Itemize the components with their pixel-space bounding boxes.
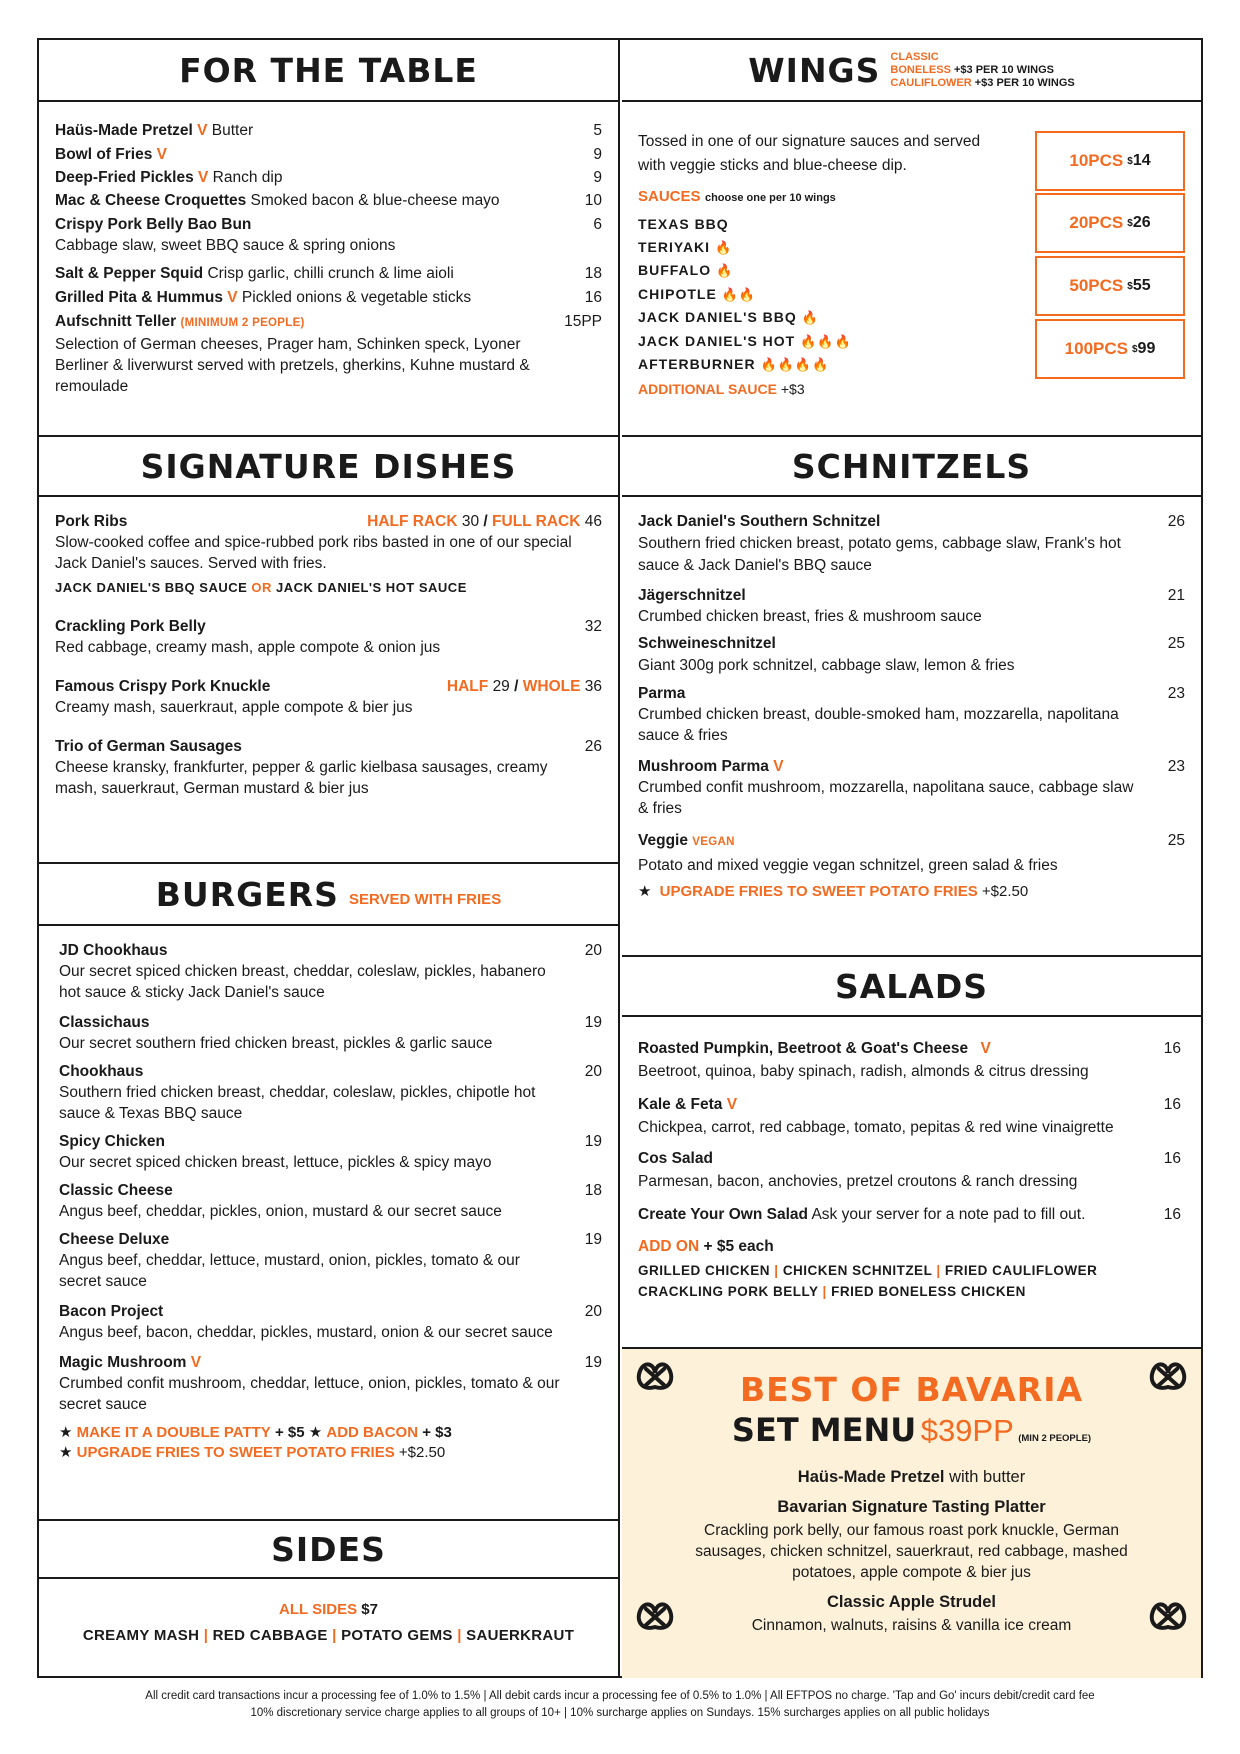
item-name: Classic Apple Strudel [826, 1593, 997, 1611]
signature-items [39, 497, 618, 799]
separator: | [822, 1284, 827, 1299]
addon-item: FRIED BONELESS CHICKEN [831, 1284, 1026, 1299]
item-name: Create Your Own Salad [638, 1206, 808, 1223]
menu-item [59, 1180, 602, 1222]
item-row [55, 676, 602, 697]
set-menu-minimum: (MIN 2 PEOPLE) [1018, 1433, 1092, 1444]
wing-pack-20 [1035, 193, 1185, 253]
item-price-options [447, 676, 602, 697]
item-name: Roasted Pumpkin, Beetroot & Goat's Cheese [638, 1040, 969, 1057]
item-price: 5 [593, 122, 602, 139]
extras-line [59, 1423, 602, 1443]
vegetarian-tag: V [198, 169, 209, 186]
vegetarian-tag: V [197, 122, 208, 139]
item-name: Kale & Feta [638, 1096, 723, 1113]
menu-item [638, 683, 1185, 746]
section-title: SCHNITZELS [791, 446, 1032, 486]
item-name: Schweineschnitzel [638, 635, 776, 652]
sauce-name: TEXAS BBQ [638, 216, 729, 232]
pretzel-icon [634, 1597, 676, 1639]
burger-extras [59, 1423, 602, 1463]
menu-item [55, 190, 602, 214]
item-name: JD Chookhaus [59, 942, 168, 959]
item-name: Deep-Fried Pickles [55, 169, 194, 186]
item-price: 19 [584, 1231, 602, 1248]
menu-frame [37, 38, 1203, 1678]
addon-item: GRILLED CHICKEN [638, 1263, 770, 1278]
item-desc: Southern fried chicken breast, potato gems, cabbage slaw, Frank's hot sauce & Jack Daniel's BBQ sauce [638, 535, 1121, 574]
item-name: Bacon Project [59, 1303, 164, 1320]
item-desc: Butter [211, 122, 254, 139]
upgrade-label: UPGRADE FRIES TO SWEET POTATO FRIES [76, 1444, 395, 1461]
item-desc: with butter [949, 1468, 1026, 1486]
full-rack-label: FULL RACK [492, 513, 581, 530]
section-burgers [39, 862, 618, 1463]
item-price: 23 [1167, 685, 1185, 702]
item-name: Spicy Chicken [59, 1133, 165, 1150]
section-wings [622, 40, 1201, 435]
item-desc: Smoked bacon & blue-cheese mayo [250, 192, 500, 209]
sides-list [39, 1623, 618, 1649]
section-title: FOR THE TABLE [179, 50, 478, 90]
section-title: SALADS [834, 966, 989, 1006]
star-icon: ★ [638, 883, 652, 900]
pack-price: 99 [1137, 340, 1156, 357]
pack-price: 26 [1132, 214, 1151, 231]
half-rack-price: 30 [461, 513, 480, 530]
item-price: 26 [584, 738, 602, 755]
side-item: RED CABBAGE [212, 1627, 328, 1644]
item-price: 19 [584, 1133, 602, 1150]
sauce-choice [55, 577, 602, 598]
item-name: Mac & Cheese Croquettes [55, 192, 247, 209]
sauce-option-bbq: JACK DANIEL'S BBQ SAUCE [55, 580, 248, 595]
bavaria-title: BEST OF BAVARIA [739, 1370, 1084, 1409]
menu-item [638, 585, 1185, 627]
item-price: 15PP [564, 313, 602, 330]
section-for-the-table [39, 40, 618, 397]
item-name: Bavarian Signature Tasting Platter [777, 1498, 1046, 1516]
add-bacon-price: $3 [435, 1424, 452, 1441]
item-price: 10 [584, 192, 602, 209]
upgrade-price: +$2.50 [398, 1444, 446, 1461]
item-name: Jägerschnitzel [638, 587, 746, 604]
item-name: Veggie [638, 832, 688, 849]
bavaria-content [622, 1349, 1201, 1636]
menu-item [55, 311, 602, 397]
pack-price: 55 [1132, 277, 1151, 294]
side-item: SAUERKRAUT [466, 1627, 575, 1644]
sauce-name: JACK DANIEL'S HOT [638, 332, 796, 349]
sauce-list [638, 213, 852, 401]
burger-items [39, 926, 618, 1463]
item-name: Aufschnitt Teller [55, 313, 177, 330]
item-name: Salt & Pepper Squid [55, 265, 204, 282]
half-label: HALF [446, 678, 489, 695]
separator: | [332, 1627, 337, 1644]
half-price: 29 [492, 678, 510, 695]
footer-line: All credit card transactions incur a processing fee of 1.0% to 1.5% | All debit cards incur a processing fee of 0.5% to 1.0% | All EFTPOS no charge. 'Tap and Go' incurs debit/credit card fee [145, 1690, 1095, 1702]
vegetarian-tag: V [156, 146, 167, 163]
wing-pack-100 [1035, 319, 1185, 379]
item-price: 16 [1163, 1040, 1181, 1057]
item-price: 19 [584, 1354, 602, 1371]
item-name: Classic Cheese [59, 1182, 173, 1199]
item-price: 9 [593, 169, 602, 186]
item-price: 6 [593, 216, 602, 233]
item-name: Classichaus [59, 1014, 150, 1031]
star-icon: ★ [59, 1424, 73, 1441]
item-name: Magic Mushroom [59, 1354, 187, 1371]
item-price: 26 [1167, 513, 1185, 530]
menu-item [59, 940, 602, 1003]
item-name: Crispy Pork Belly Bao Bun [55, 216, 252, 233]
sauces-label: SAUCES [638, 188, 701, 205]
salad-addons [638, 1260, 1181, 1302]
item-desc: Beetroot, quinoa, baby spinach, radish, almonds & citrus dressing [638, 1063, 1089, 1080]
section-header [622, 435, 1201, 497]
item-name: Pork Ribs [55, 513, 128, 530]
item-name: Mushroom Parma [638, 758, 769, 775]
section-salads [622, 955, 1201, 1302]
schnitzel-items [622, 497, 1201, 904]
section-title: BURGERS [155, 874, 339, 914]
table-items [39, 102, 618, 397]
additional-sauce-price: +$3 [780, 380, 805, 397]
price-separator: / [483, 513, 488, 530]
item-desc: Angus beef, cheddar, lettuce, mustard, onion, pickles, tomato & our secret sauce [59, 1252, 520, 1290]
all-sides-label: ALL SIDES [279, 1601, 358, 1618]
sauce-item [638, 259, 852, 283]
item-price: 16 [1163, 1150, 1181, 1167]
sauces-note: choose one per 10 wings [704, 192, 836, 204]
item-desc: Creamy mash, sauerkraut, apple compote & bier jus [55, 699, 413, 716]
footer-notes [0, 1688, 1240, 1722]
star-icon: ★ [59, 1444, 73, 1461]
wing-option: CAULIFLOWER [890, 76, 972, 89]
item-name: Chookhaus [59, 1063, 144, 1080]
menu-item [638, 511, 1185, 577]
upgrade-price: +$2.50 [981, 883, 1029, 900]
salad-items [622, 1017, 1201, 1302]
item-name: Trio of German Sausages [55, 738, 242, 755]
menu-item [638, 1203, 1181, 1226]
sauce-item [638, 213, 852, 236]
section-title: SIGNATURE DISHES [140, 446, 517, 486]
wing-pack-50 [1035, 256, 1185, 316]
pack-size: 100PCS [1064, 339, 1128, 358]
menu-item [638, 829, 1185, 878]
wing-option-note: +$3 PER 10 WINGS [954, 63, 1054, 76]
additional-sauce-label: ADDITIONAL SAUCE [638, 380, 777, 397]
section-header [39, 40, 618, 102]
vegan-tag: VEGAN [692, 836, 735, 848]
item-desc: Crumbed confit mushroom, mozzarella, napolitana sauce, cabbage slaw & fries [638, 779, 1134, 817]
menu-item [55, 167, 602, 190]
side-item: POTATO GEMS [341, 1627, 453, 1644]
separator: | [457, 1627, 462, 1644]
pack-price: 14 [1132, 152, 1151, 169]
item-desc: Angus beef, bacon, cheddar, pickles, mustard, onion & our secret sauce [59, 1324, 553, 1341]
menu-item [55, 144, 602, 167]
addon-item: FRIED CAULIFLOWER [944, 1263, 1098, 1278]
schnitzel-upgrade [638, 880, 1185, 904]
item-price: 18 [584, 1182, 602, 1199]
pack-size: 10PCS [1069, 151, 1124, 170]
sauce-item [638, 236, 852, 260]
item-desc: Parmesan, bacon, anchovies, pretzel croutons & ranch dressing [638, 1173, 1078, 1190]
wing-option: BONELESS [890, 63, 951, 76]
plus-sign: + [703, 1238, 713, 1255]
flame-icon: 🔥🔥🔥🔥 [760, 357, 830, 372]
item-desc: Giant 300g pork schnitzel, cabbage slaw, lemon & fries [638, 657, 1015, 674]
separator: | [936, 1263, 941, 1278]
set-menu-price: $39PP [920, 1413, 1014, 1448]
menu-item [55, 214, 602, 263]
vegetarian-tag: V [980, 1040, 991, 1057]
salad-addon-heading [638, 1236, 1181, 1258]
menu-item [55, 606, 602, 658]
item-price: 32 [584, 618, 602, 635]
sauce-name: BUFFALO [638, 262, 712, 278]
addon-price: $5 [716, 1238, 735, 1255]
right-column [622, 40, 1201, 1676]
add-bacon-label: ADD BACON [326, 1424, 419, 1441]
menu-item [59, 1352, 602, 1415]
pretzel-icon [1147, 1357, 1189, 1399]
separator: | [203, 1627, 209, 1644]
section-title: WINGS [748, 50, 881, 90]
additional-sauce [638, 377, 852, 401]
addon-each: each [738, 1238, 774, 1255]
addon-item: CRACKLING PORK BELLY [638, 1284, 819, 1299]
section-signature-dishes [39, 435, 618, 799]
item-price: 18 [584, 265, 602, 282]
section-best-of-bavaria [622, 1347, 1201, 1678]
menu-item [59, 1301, 602, 1343]
menu-item [55, 263, 602, 287]
dollar-sign: $ [1127, 217, 1133, 229]
star-icon: ★ [308, 1424, 323, 1441]
item-price: 19 [584, 1014, 602, 1031]
item-price: 16 [584, 289, 602, 306]
addon-label: ADD ON [638, 1238, 700, 1255]
wing-pack-10 [1035, 131, 1185, 191]
item-desc: Crisp garlic, chilli crunch & lime aioli [207, 265, 454, 282]
menu-item [638, 756, 1185, 819]
item-name: Haüs-Made Pretzel [797, 1468, 945, 1486]
sauce-option-hot: JACK DANIEL'S HOT SAUCE [276, 580, 467, 595]
item-name: Crackling Pork Belly [55, 618, 206, 635]
item-name: Famous Crispy Pork Knuckle [55, 678, 271, 695]
half-rack-label: HALF RACK [367, 513, 458, 530]
item-desc: Red cabbage, creamy mash, apple compote & onion jus [55, 639, 441, 656]
vegetarian-tag: V [190, 1354, 202, 1371]
left-column [39, 40, 620, 1676]
item-desc: Crumbed chicken breast, fries & mushroom sauce [638, 608, 982, 625]
set-menu-label: SET MENU [731, 1411, 917, 1449]
menu-item [55, 120, 602, 144]
item-desc: Potato and mixed veggie vegan schnitzel, green salad & fries [638, 857, 1058, 874]
item-price: 20 [584, 1303, 602, 1320]
sauce-name: AFTERBURNER [638, 356, 756, 372]
item-desc: Crackling pork belly, our famous roast pork knuckle, German sausages, chicken schnitzel, sauerkraut, red cabbage, mashed potatoes, apple compote & bier jus [695, 1522, 1128, 1581]
item-price: 16 [1163, 1096, 1181, 1113]
pretzel-icon [634, 1357, 676, 1399]
separator: | [774, 1263, 779, 1278]
section-subtitle: SERVED WITH FRIES [348, 890, 502, 908]
item-name: Grilled Pita & Hummus [55, 289, 223, 306]
vegetarian-tag: V [773, 758, 784, 775]
section-header [622, 40, 1201, 102]
item-price: 9 [593, 146, 602, 163]
item-price: 16 [1163, 1206, 1181, 1223]
item-desc: Cinnamon, walnuts, raisins & vanilla ice cream [751, 1617, 1072, 1634]
item-desc: Our secret spiced chicken breast, lettuce, pickles & spicy mayo [59, 1154, 492, 1171]
sauce-item [638, 306, 852, 330]
item-desc: Cabbage slaw, sweet BBQ sauce & spring onions [55, 237, 396, 254]
item-row [55, 511, 602, 532]
section-header [39, 862, 618, 926]
side-item: CREAMY MASH [82, 1627, 200, 1644]
sauce-or: OR [251, 580, 272, 595]
item-name: Cheese Deluxe [59, 1231, 170, 1248]
item-price-options [367, 511, 602, 532]
item-desc: Our secret southern fried chicken breast, pickles & garlic sauce [59, 1035, 493, 1052]
menu-item [59, 1061, 602, 1124]
section-schnitzels [622, 435, 1201, 904]
upgrade-line [59, 1443, 602, 1463]
sauce-item [638, 330, 852, 354]
item-desc: Southern fried chicken breast, cheddar, coleslaw, pickles, chipotle hot sauce & Texas BBQ sauce [59, 1084, 536, 1122]
menu-item-pork-ribs [55, 511, 602, 598]
plus-sign: + [422, 1424, 431, 1441]
flame-icon: 🔥 [801, 310, 819, 325]
vegetarian-tag: V [726, 1096, 738, 1113]
flame-icon: 🔥 [714, 239, 733, 255]
minimum-note: (MINIMUM 2 PEOPLE) [180, 317, 305, 329]
item-price: 25 [1167, 832, 1185, 849]
whole-label: WHOLE [522, 678, 581, 695]
item-price: 20 [584, 1063, 602, 1080]
sides-content [39, 1579, 618, 1649]
set-menu-row [622, 1409, 1201, 1460]
section-header [39, 435, 618, 497]
item-desc: Chickpea, carrot, red cabbage, tomato, pepitas & red wine vinaigrette [638, 1119, 1114, 1136]
upgrade-label: UPGRADE FRIES TO SWEET POTATO FRIES [659, 883, 978, 900]
double-patty-price: $5 [287, 1424, 305, 1441]
full-rack-price: 46 [584, 513, 602, 530]
item-price: 21 [1167, 587, 1185, 604]
section-header [39, 1519, 618, 1579]
sides-price-row [39, 1597, 618, 1623]
menu-item [59, 1012, 602, 1054]
flame-icon: 🔥🔥 [721, 286, 757, 302]
footer-line: 10% discretionary service charge applies to all groups of 10+ | 10% surcharge applies on Sundays. 15% surcharges applies on all public holidays [250, 1707, 990, 1719]
item-desc: Ask your server for a note pad to fill out. [811, 1206, 1086, 1223]
menu-item [638, 633, 1185, 677]
item-price: 25 [1167, 635, 1185, 652]
menu-item [55, 287, 602, 311]
sauce-name: CHIPOTLE [638, 285, 717, 302]
item-desc: Ranch dip [212, 169, 283, 186]
item-price: 20 [584, 942, 602, 959]
sauce-name: TERIYAKI [638, 238, 711, 255]
menu-item [638, 1093, 1181, 1139]
item-name: Parma [638, 685, 686, 702]
wings-intro: Tossed in one of our signature sauces and served with veggie sticks and blue-cheese dip. [638, 133, 981, 174]
item-desc: Pickled onions & vegetable sticks [241, 289, 472, 306]
wing-option-note: +$3 PER 10 WINGS [974, 76, 1075, 89]
vegetarian-tag: V [227, 289, 238, 306]
item-desc: Angus beef, cheddar, pickles, onion, mustard & our secret sauce [59, 1203, 502, 1220]
item-price: 23 [1167, 758, 1185, 775]
menu-item [638, 1147, 1181, 1193]
item-desc: Crumbed confit mushroom, cheddar, lettuce, onion, pickles, tomato & our secret sauce [59, 1375, 560, 1413]
plus-sign: + [274, 1424, 284, 1441]
whole-price: 36 [584, 678, 602, 695]
item-name: Cos Salad [638, 1150, 713, 1167]
item-desc: Crumbed chicken breast, double-smoked ham, mozzarella, napolitana sauce & fries [638, 706, 1119, 744]
addons-row [638, 1281, 1181, 1302]
price-separator: / [514, 678, 519, 695]
wing-option: CLASSIC [890, 50, 939, 63]
menu-item-pork-knuckle [55, 670, 602, 718]
all-sides-price: $7 [361, 1601, 378, 1618]
dollar-sign: $ [1131, 343, 1138, 355]
menu-item [59, 1131, 602, 1173]
flame-icon: 🔥 [716, 263, 734, 278]
pack-size: 20PCS [1069, 213, 1124, 232]
section-header [622, 955, 1201, 1017]
item-desc: Selection of German cheeses, Prager ham, Schinken speck, Lyoner Berliner & liverwurst served with pretzels, gherkins, Kuhne mustard & remoulade [55, 336, 530, 395]
wing-options [890, 51, 1074, 90]
bavaria-pretzel [622, 1464, 1201, 1490]
double-patty-label: MAKE IT A DOUBLE PATTY [76, 1424, 271, 1441]
item-name: Bowl of Fries [55, 146, 153, 163]
section-sides [39, 1519, 618, 1649]
pretzel-icon [1147, 1597, 1189, 1639]
menu-item [55, 730, 602, 799]
item-desc: Cheese kransky, frankfurter, pepper & garlic kielbasa sausages, creamy mash, sauerkraut, German mustard & bier jus [55, 759, 548, 797]
addons-row [638, 1260, 1181, 1281]
sauce-item [638, 283, 852, 307]
menu-item [59, 1229, 602, 1292]
sauces-heading [638, 188, 836, 206]
dollar-sign: $ [1127, 280, 1133, 292]
addon-item: CHICKEN SCHNITZEL [782, 1263, 933, 1278]
sauce-item [638, 353, 852, 377]
item-name: Haüs-Made Pretzel [55, 122, 193, 139]
menu-item [638, 1037, 1181, 1083]
item-desc: Our secret spiced chicken breast, cheddar, coleslaw, pickles, habanero hot sauce & sticky Jack Daniel's sauce [59, 963, 546, 1001]
section-title: SIDES [271, 1529, 386, 1569]
dollar-sign: $ [1127, 155, 1133, 167]
flame-icon: 🔥🔥🔥 [800, 333, 852, 349]
sauce-name: JACK DANIEL'S BBQ [638, 309, 797, 325]
pack-size: 50PCS [1069, 276, 1124, 295]
item-name: Jack Daniel's Southern Schnitzel [638, 513, 881, 530]
item-desc: Slow-cooked coffee and spice-rubbed pork ribs basted in one of our special Jack Daniel's sauces. Served with fries. [55, 534, 572, 572]
